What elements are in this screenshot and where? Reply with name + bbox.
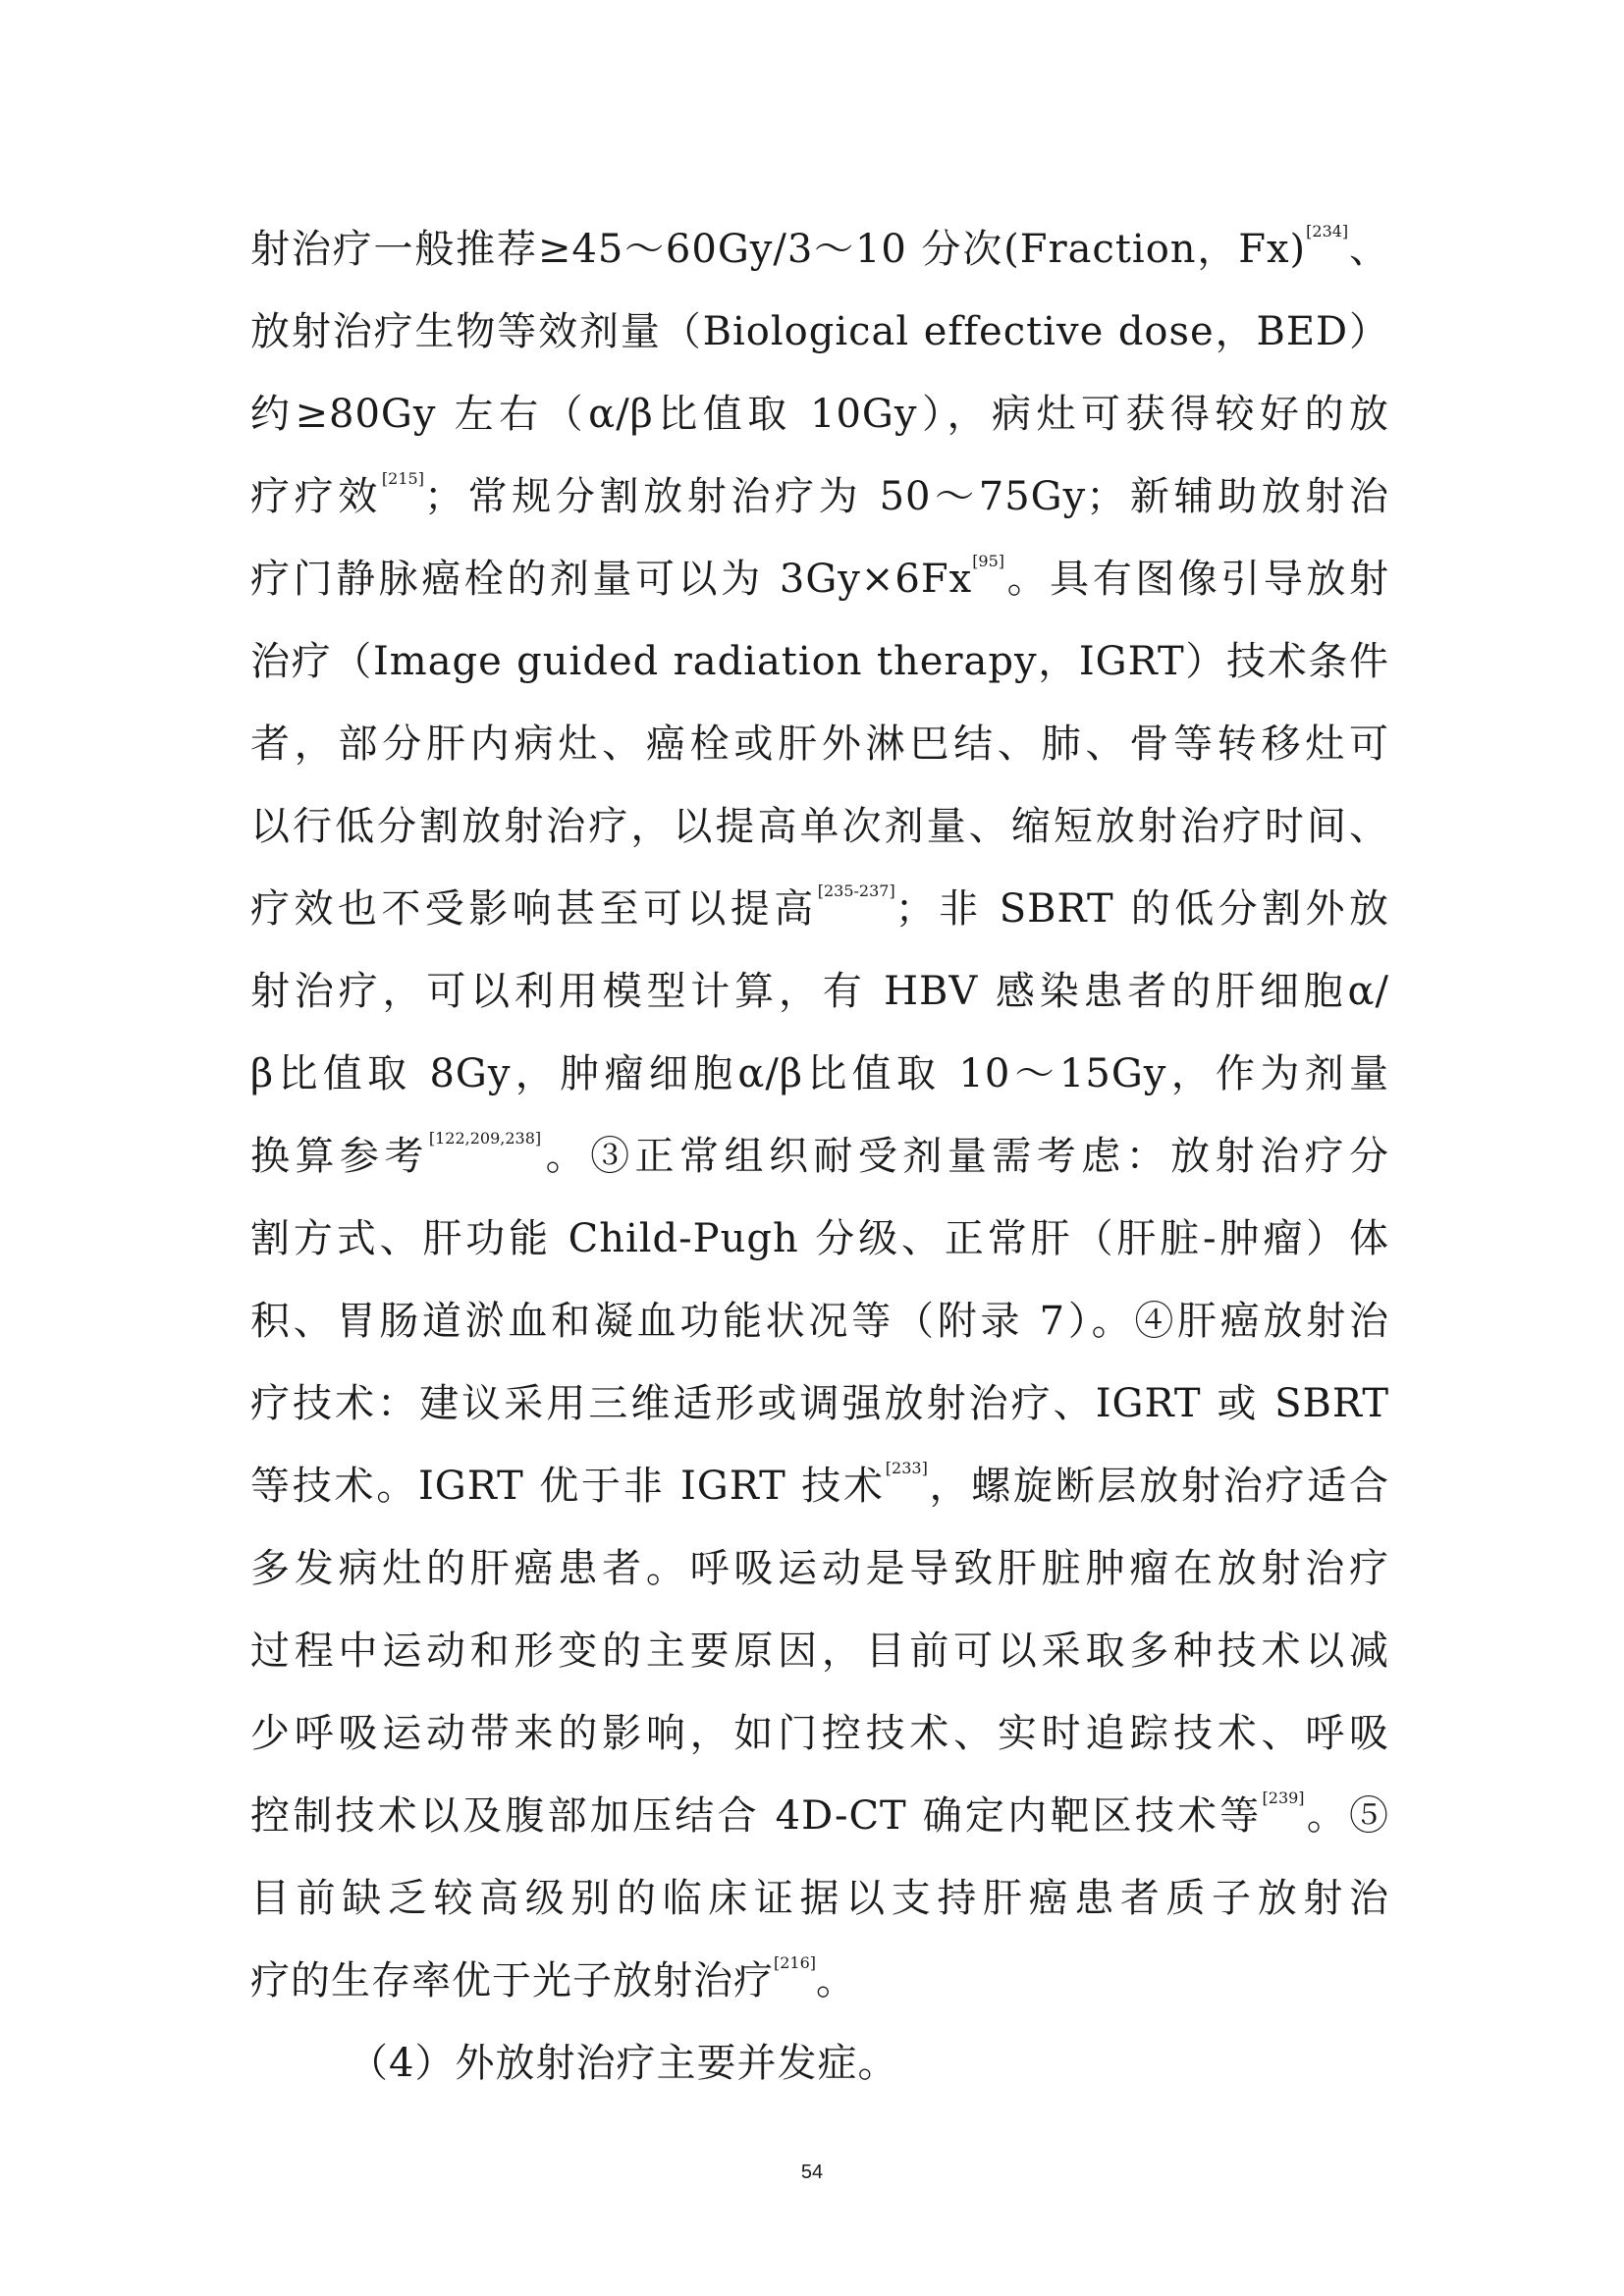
text-run: 射治疗，可以利用模型计算，有 HBV 感染患者的肝细胞α/ [250, 969, 1389, 1014]
text-run: 疗的生存率优于光子放射治疗 [250, 1958, 774, 2003]
text-line [250, 1940, 1389, 2022]
text-line [250, 291, 1389, 373]
text-run: 少呼吸运动带来的影响，如门控技术、实时追踪技术、呼吸 [250, 1711, 1389, 1756]
citation-ref: [122,209,238] [428, 1129, 542, 1148]
text-run: 。具有图像引导放射 [1004, 557, 1390, 602]
text-run: 控制技术以及腹部加压结合 4D-CT 确定内靶区技术等 [250, 1793, 1263, 1839]
text-run: 约≥80Gy 左右（α/β比值取 10Gy），病灶可获得较好的放 [250, 392, 1389, 437]
text-line [250, 208, 1389, 291]
text-run: 。 [816, 1958, 857, 2003]
text-line [250, 1115, 1389, 1198]
body-text [250, 208, 1389, 2105]
citation-ref: [234] [1306, 222, 1349, 240]
page-number: 54 [800, 2162, 824, 2183]
text-line [250, 785, 1389, 868]
text-run: 以行低分割放射治疗，以提高单次剂量、缩短放射治疗时间、 [250, 804, 1389, 849]
text-line [250, 538, 1389, 620]
text-line [250, 1198, 1389, 1280]
text-run: 放射治疗生物等效剂量（Biological effective dose，BED） [250, 309, 1389, 354]
text-run: 积、胃肠道淤血和凝血功能状况等（附录 7）。④肝癌放射治 [250, 1299, 1389, 1344]
citation-ref: [239] [1262, 1789, 1305, 1807]
text-run: 换算参考 [250, 1134, 429, 1179]
text-run: 过程中运动和形变的主要原因，目前可以采取多种技术以减 [250, 1629, 1389, 1674]
text-run: 多发病灶的肝癌患者。呼吸运动是导致肝脏肿瘤在放射治疗 [250, 1546, 1389, 1591]
text-line [250, 373, 1389, 455]
citation-ref: [95] [972, 552, 1005, 570]
text-run: 疗效也不受影响甚至可以提高 [250, 886, 818, 932]
citation-ref: [216] [774, 1953, 817, 1972]
text-run: 疗门静脉癌栓的剂量可以为 3Gy×6Fx [250, 557, 973, 602]
text-run: 割方式、肝功能 Child-Pugh 分级、正常肝（肝脏-肿瘤）体 [250, 1216, 1389, 1261]
text-line [250, 950, 1389, 1033]
text-run: 治疗（Image guided radiation therapy，IGRT）技术条件 [250, 639, 1389, 684]
text-line [250, 1857, 1389, 1940]
section-heading: （4）外放射治疗主要并发症。 [349, 2041, 898, 2086]
text-run: 者，部分肝内病灶、癌栓或肝外淋巴结、肺、骨等转移灶可 [250, 721, 1389, 767]
text-line [250, 1692, 1389, 1775]
text-line [250, 1362, 1389, 1445]
text-run: β比值取 8Gy，肿瘤细胞α/β比值取 10～15Gy，作为剂量 [250, 1051, 1389, 1096]
paragraph [250, 208, 1389, 2022]
text-run: 疗疗效 [250, 474, 382, 519]
citation-ref: [233] [885, 1459, 928, 1477]
text-line [250, 1527, 1389, 1610]
text-run: 目前缺乏较高级别的临床证据以支持肝癌患者质子放射治 [250, 1876, 1389, 1921]
text-run: 射治疗一般推荐≥45～60Gy/3～10 分次(Fraction，Fx) [250, 227, 1307, 272]
text-run: 。⑤ [1304, 1793, 1390, 1839]
text-run: ，螺旋断层放射治疗适合 [927, 1464, 1390, 1509]
text-line [250, 1445, 1389, 1527]
text-line [250, 1610, 1389, 1692]
text-run: ；常规分割放射治疗为 50～75Gy；新辅助放射治 [423, 474, 1390, 519]
text-line [250, 620, 1389, 703]
text-line [250, 1280, 1389, 1362]
text-line [250, 455, 1389, 538]
text-run: 、 [1348, 227, 1390, 272]
text-run: 等技术。IGRT 优于非 IGRT 技术 [250, 1464, 886, 1509]
citation-ref: [235-237] [817, 881, 895, 900]
text-run: ；非 SBRT 的低分割外放 [894, 886, 1389, 932]
text-line [250, 703, 1389, 785]
text-line [250, 868, 1389, 950]
text-line [250, 1033, 1389, 1115]
text-run: 。③正常组织耐受剂量需考虑：放射治疗分 [541, 1134, 1390, 1179]
text-line [250, 1775, 1389, 1857]
text-run: 疗技术：建议采用三维适形或调强放射治疗、IGRT 或 SBRT [250, 1381, 1389, 1426]
citation-ref: [215] [381, 469, 424, 488]
